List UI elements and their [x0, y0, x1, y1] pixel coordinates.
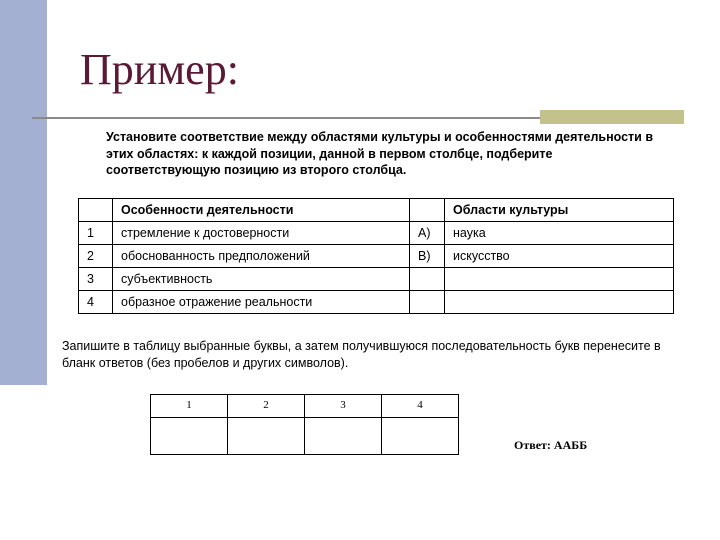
feature-cell: стремление к достоверности [113, 222, 410, 245]
answer-position: 2 [228, 395, 305, 418]
letter-cell [410, 268, 445, 291]
header-features: Особенности деятельности [113, 199, 410, 222]
answer-label: Ответ: ААББ [514, 438, 588, 452]
answer-position: 1 [151, 395, 228, 418]
page-title: Пример: [80, 45, 239, 94]
feature-cell: образное отражение реальности [113, 291, 410, 314]
row-number: 4 [79, 291, 113, 314]
row-number: 1 [79, 222, 113, 245]
task-text: Установите соответствие между областями культуры и особенностями деятельности в этих областях: к каждой позиции, данной в первом столбце, подберите соответствующую позицию из второго столбца. [106, 130, 654, 177]
answer-cell[interactable] [151, 418, 228, 455]
culture-cell: наука [445, 222, 674, 245]
instruction-text: Запишите в таблицу выбранные буквы, а затем получившуюся последовательность букв перенесите в бланк ответов (без пробелов и других символов). [62, 339, 661, 370]
letter-cell [410, 291, 445, 314]
table-row [79, 291, 674, 314]
answer-position: 3 [305, 395, 382, 418]
row-number: 2 [79, 245, 113, 268]
answer-table [150, 394, 459, 455]
header-cell [410, 199, 445, 222]
accent-block [540, 110, 684, 124]
answer-cell[interactable] [228, 418, 305, 455]
answer-cell[interactable] [305, 418, 382, 455]
table-row [79, 222, 674, 245]
answer-table-header [151, 395, 459, 418]
letter-cell: В) [410, 245, 445, 268]
answer-table-values [151, 418, 459, 455]
culture-cell [445, 268, 674, 291]
answer-position: 4 [382, 395, 459, 418]
table-row [79, 245, 674, 268]
header-cell [79, 199, 113, 222]
culture-cell [445, 291, 674, 314]
matching-table-header [79, 199, 674, 222]
table-row [79, 268, 674, 291]
letter-cell: А) [410, 222, 445, 245]
culture-cell: искусство [445, 245, 674, 268]
feature-cell: обоснованность предположений [113, 245, 410, 268]
header-culture-areas: Области культуры [445, 199, 674, 222]
answer-cell[interactable] [382, 418, 459, 455]
row-number: 3 [79, 268, 113, 291]
side-accent-bar [0, 0, 47, 385]
matching-table [78, 198, 674, 314]
feature-cell: субъективность [113, 268, 410, 291]
